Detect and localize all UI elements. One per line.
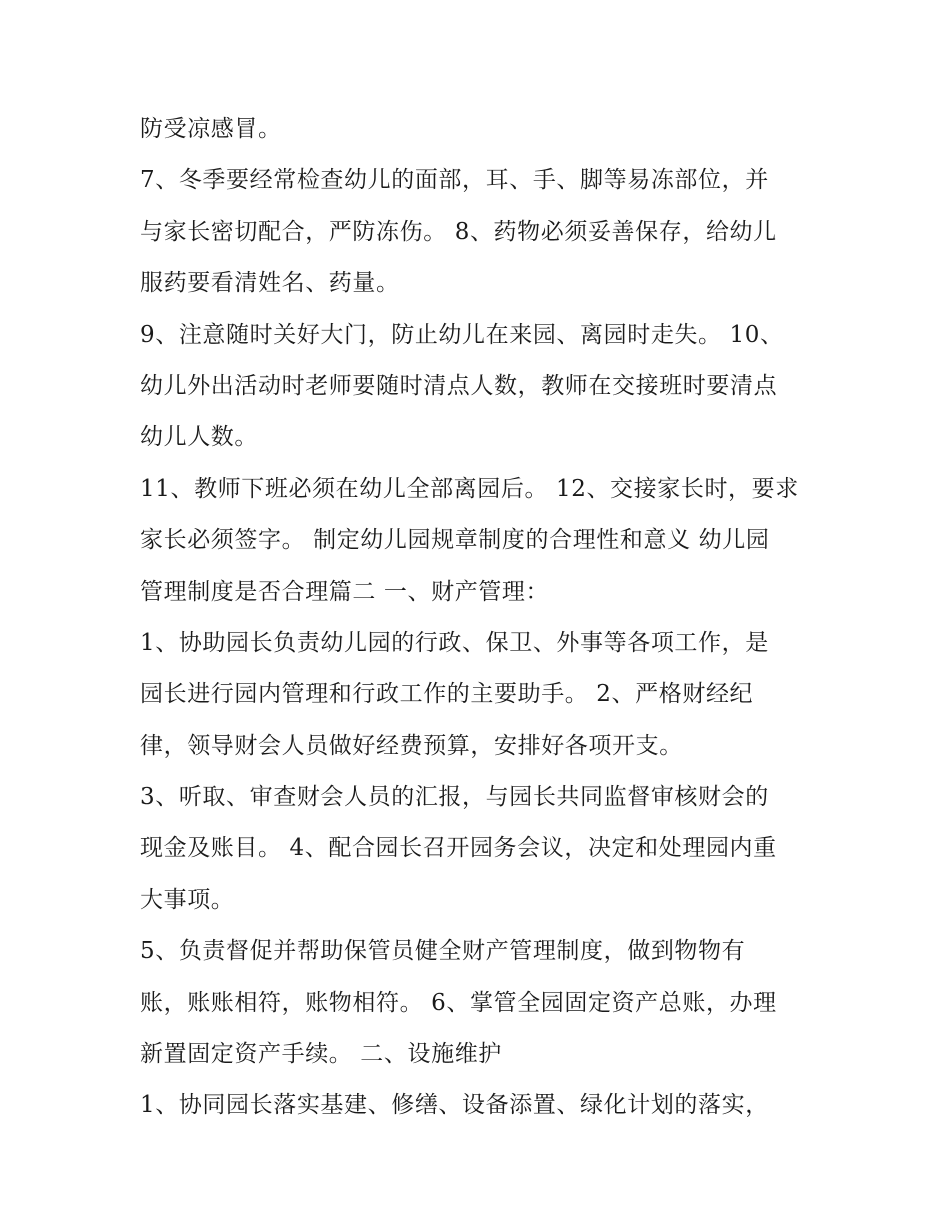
text-line: 1、协助园长负责幼儿园的行政、保卫、外事等各项工作，是 bbox=[140, 629, 769, 656]
text-line: 律，领导财会人员做好经费预算，安排好各项开支。 bbox=[140, 732, 683, 759]
text-line: 11、教师下班必须在幼儿全部离园后。 12、交接家长时，要求 bbox=[140, 475, 799, 502]
text-line: 3、听取、审查财会人员的汇报，与园长共同监督审核财会的 bbox=[140, 784, 769, 811]
text-line: 幼儿外出活动时老师要随时清点人数，教师在交接班时要清点 bbox=[140, 372, 778, 399]
text-line: 与家长密切配合，严防冻伤。 8、药物必须妥善保存，给幼儿 bbox=[140, 218, 777, 245]
text-line: 管理制度是否合理篇二 一、财产管理： bbox=[140, 578, 550, 605]
text-line: 大事项。 bbox=[140, 886, 235, 913]
text-line: 1、协同园长落实基建、修缮、设备添置、绿化计划的落实， bbox=[140, 1092, 769, 1119]
text-line: 7、冬季要经常检查幼儿的面部，耳、手、脚等易冻部位，并 bbox=[140, 167, 769, 194]
text-line: 现金及账目。 4、配合园长召开园务会议，决定和处理园内重 bbox=[140, 835, 777, 862]
text-line: 服药要看清姓名、药量。 bbox=[140, 270, 400, 297]
text-line: 幼儿人数。 bbox=[140, 424, 258, 451]
text-line: 5、负责督促并帮助保管员健全财产管理制度，做到物物有 bbox=[140, 938, 746, 965]
text-line: 家长必须签字。 制定幼儿园规章制度的合理性和意义 幼儿园 bbox=[140, 527, 770, 554]
text-line: 账，账账相符，账物相符。 6、掌管全园固定资产总账，办理 bbox=[140, 989, 777, 1016]
text-line: 园长进行园内管理和行政工作的主要助手。 2、严格财经纪 bbox=[140, 681, 754, 708]
text-line: 新置固定资产手续。 二、设施维护 bbox=[140, 1041, 502, 1068]
document-body bbox=[140, 104, 820, 1132]
text-line: 9、注意随时关好大门，防止幼儿在来园、离园时走失。 10、 bbox=[140, 321, 784, 348]
text-line: 防受凉感冒。 bbox=[140, 116, 282, 142]
